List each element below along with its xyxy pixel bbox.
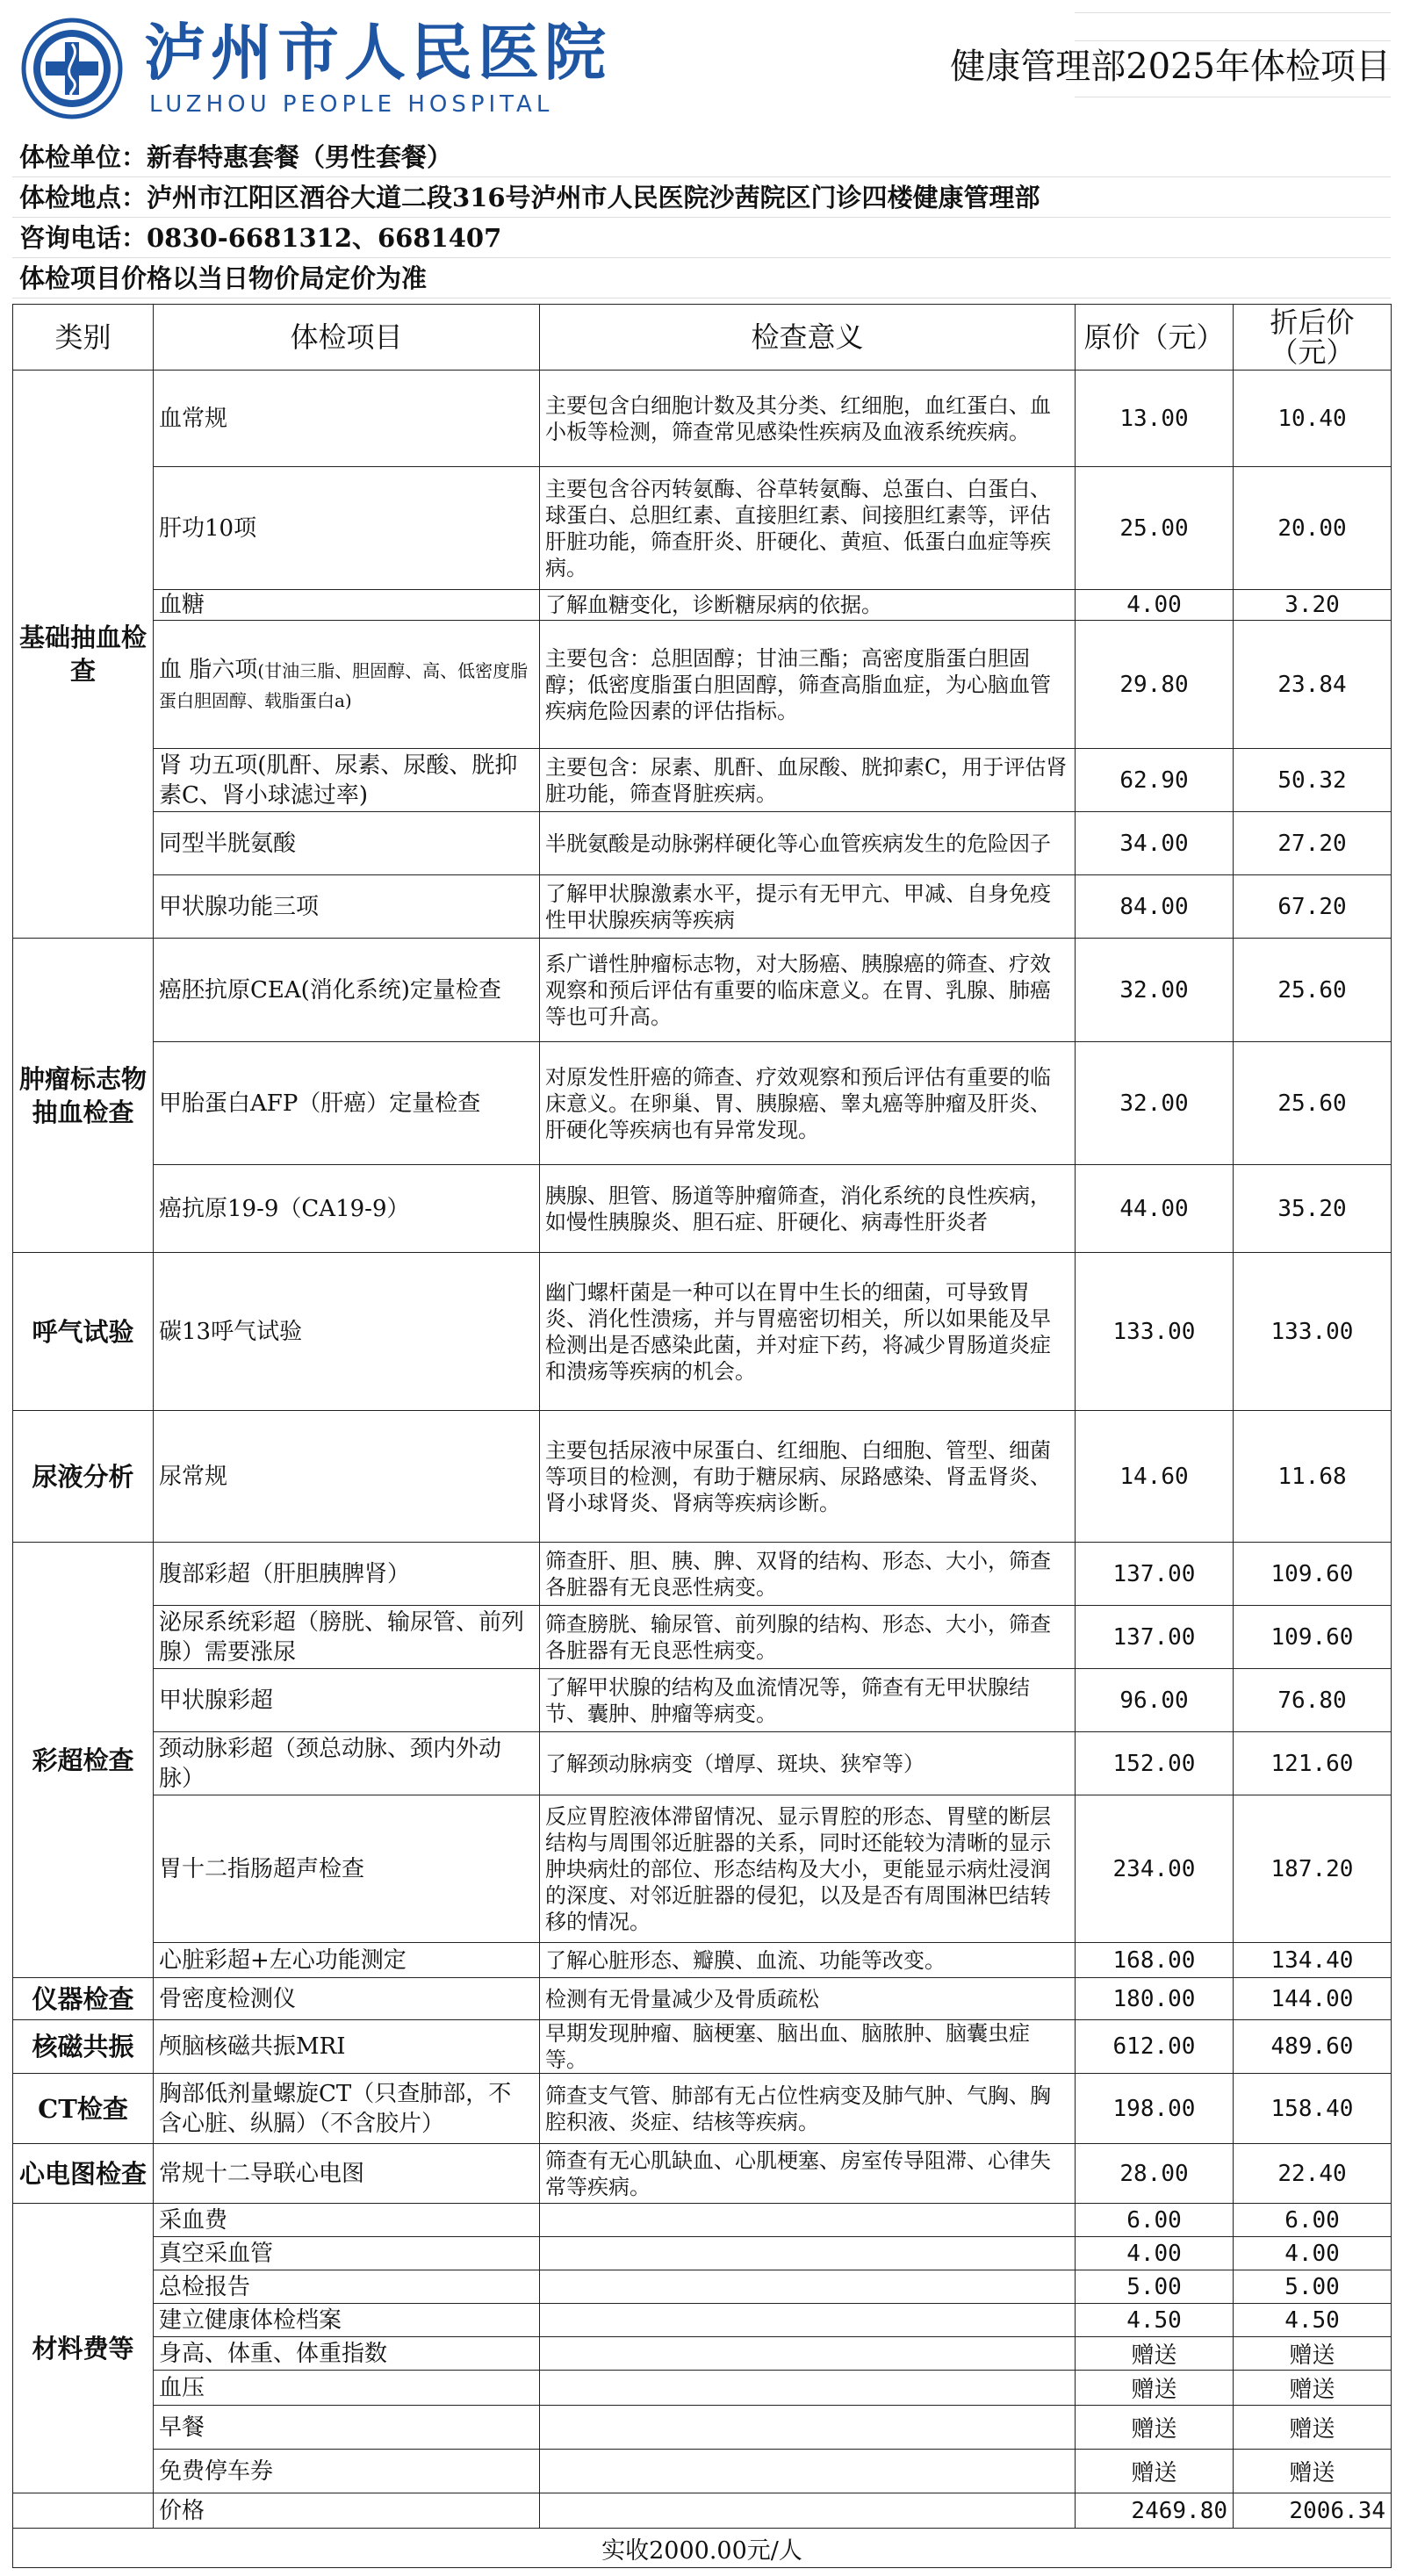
table-row (13, 2144, 1392, 2204)
item-discount-price: 67.20 (1234, 875, 1392, 939)
table-row (13, 2020, 1392, 2074)
item-discount-price: 50.32 (1234, 749, 1392, 812)
item-name (154, 1669, 540, 1732)
item-name (154, 590, 540, 621)
table-row (13, 1543, 1392, 1606)
total-price: 2469.80 (1076, 2493, 1234, 2529)
item-discount-price: 144.00 (1234, 1978, 1392, 2020)
contact-phone: 咨询电话：0830-6681312、6681407 (12, 218, 1391, 258)
table-row (13, 749, 1392, 812)
item-meaning: 主要包含白细胞计数及其分类、红细胞，血红蛋白、血小板等检测，筛查常见感染性疾病及血液系统疾病。 (540, 371, 1076, 467)
item-price: 32.00 (1076, 1042, 1234, 1165)
item-name (154, 2237, 540, 2270)
item-name (154, 2450, 540, 2493)
item-price: 62.90 (1076, 749, 1234, 812)
item-name-text: 肾 功五项(肌酐、尿素、尿酸、胱抑素C、肾小球滤过率) (159, 752, 518, 809)
category-materials: 材料费等 (13, 2204, 154, 2493)
item-discount-price: 25.60 (1234, 939, 1392, 1042)
item-price: 234.00 (1076, 1795, 1234, 1943)
table-row (13, 1669, 1392, 1732)
item-name-text: 常规十二导联心电图 (159, 2160, 365, 2187)
item-name (154, 1042, 540, 1165)
item-price: 6.00 (1076, 2204, 1234, 2237)
item-meaning: 对原发性肝癌的筛查、疗效观察和预后评估有重要的临床意义。在卵巢、胃、胰腺癌、睾丸癌等肿瘤及肝炎、肝硬化等疾病也有异常发现。 (540, 1042, 1076, 1165)
category-ecg: 心电图检查 (13, 2144, 154, 2204)
table-row (13, 2450, 1392, 2493)
item-discount-price: 35.20 (1234, 1165, 1392, 1253)
item-name (154, 1253, 540, 1411)
item-price: 赠送 (1076, 2337, 1234, 2371)
item-name (154, 812, 540, 875)
item-price: 32.00 (1076, 939, 1234, 1042)
header-item: 体检项目 (154, 305, 540, 371)
item-meaning: 反应胃腔液体滞留情况、显示胃腔的形态、胃壁的断层结构与周围邻近脏器的关系，同时还能较为清晰的显示肿块病灶的部位、形态结构及大小，更能显示病灶浸润的深度、对邻近脏器的侵犯，以及是否有周围淋巴结转移的情况。 (540, 1795, 1076, 1943)
item-price: 赠送 (1076, 2450, 1234, 2493)
item-name-text: 胸部低剂量螺旋CT（只查肺部，不含心脏、纵膈）（不含胶片） (159, 2080, 512, 2137)
item-meaning (540, 2270, 1076, 2304)
table-row (13, 1978, 1392, 2020)
item-name (154, 1606, 540, 1669)
item-discount-price: 489.60 (1234, 2020, 1392, 2074)
item-discount-price: 25.60 (1234, 1042, 1392, 1165)
table-row (13, 2204, 1392, 2237)
item-meaning: 系广谱性肿瘤标志物，对大肠癌、胰腺癌的筛查、疗效观察和预后评估有重要的临床意义。在胃、乳腺、肺癌等也可升高。 (540, 939, 1076, 1042)
item-name (154, 1943, 540, 1978)
item-meaning: 主要包含：尿素、肌酐、血尿酸、胱抑素C，用于评估肾脏功能，筛查肾脏疾病。 (540, 749, 1076, 812)
item-name-text: 建立健康体检档案 (159, 2306, 342, 2334)
item-name-text: 血压 (159, 2374, 205, 2401)
item-meaning: 筛查支气管、肺部有无占位性病变及肺气肿、气胸、胸腔积液、炎症、结核等疾病。 (540, 2074, 1076, 2144)
item-name-text: 血常规 (159, 405, 228, 432)
table-row (13, 1411, 1392, 1543)
hospital-name-cn: 泸州市人民医院 (144, 17, 611, 89)
item-meaning: 半胱氨酸是动脉粥样硬化等心血管疾病发生的危险因子 (540, 812, 1076, 875)
item-name (154, 467, 540, 590)
item-discount-price: 134.40 (1234, 1943, 1392, 1978)
item-meaning: 筛查膀胱、输尿管、前列腺的结构、形态、大小，筛查各脏器有无良恶性病变。 (540, 1606, 1076, 1669)
item-name-text: 肝功10项 (159, 514, 257, 542)
item-price: 13.00 (1076, 371, 1234, 467)
item-meaning: 筛查肝、胆、胰、脾、双肾的结构、形态、大小，筛查各脏器有无良恶性病变。 (540, 1543, 1076, 1606)
table-row (13, 1943, 1392, 1978)
table-header-row (13, 305, 1392, 371)
item-meaning: 幽门螺杆菌是一种可以在胃中生长的细菌，可导致胃炎、消化性溃疡，并与胃癌密切相关，所以如果能及早检测出是否感染此菌，并对症下药，将减少胃肠道炎症和溃疡等疾病的机会。 (540, 1253, 1076, 1411)
item-price: 29.80 (1076, 621, 1234, 749)
item-name-text: 总检报告 (159, 2273, 251, 2300)
item-name (154, 1795, 540, 1943)
item-name-text: 颅脑核磁共振MRI (159, 2033, 346, 2060)
item-price: 152.00 (1076, 1732, 1234, 1795)
total-row (13, 2493, 1392, 2529)
hospital-name-en: LUZHOU PEOPLE HOSPITAL (149, 91, 554, 118)
item-name-text: 泌尿系统彩超（膀胱、输尿管、前列腺）需要涨尿 (159, 1608, 525, 1666)
item-name-text: 骨密度检测仪 (159, 1985, 297, 2012)
item-price: 137.00 (1076, 1543, 1234, 1606)
item-name-text: 血 脂六项 (159, 656, 258, 683)
table-body (13, 371, 1392, 2493)
table-row (13, 1795, 1392, 1943)
item-price: 84.00 (1076, 875, 1234, 939)
item-meaning (540, 2337, 1076, 2371)
item-name (154, 2270, 540, 2304)
item-name-text: 甲状腺彩超 (159, 1687, 274, 1714)
item-discount-price: 121.60 (1234, 1732, 1392, 1795)
header-meaning: 检查意义 (540, 305, 1076, 371)
item-price: 133.00 (1076, 1253, 1234, 1411)
category-urine: 尿液分析 (13, 1411, 154, 1543)
item-price: 赠送 (1076, 2371, 1234, 2406)
table-row (13, 1732, 1392, 1795)
item-meaning (540, 2450, 1076, 2493)
item-name-text: 心脏彩超+左心功能测定 (159, 1946, 407, 1974)
table-row (13, 2074, 1392, 2144)
item-name-text: 尿常规 (159, 1463, 228, 1490)
item-name (154, 939, 540, 1042)
item-price: 5.00 (1076, 2270, 1234, 2304)
category-tumor-markers: 肿瘤标志物抽血检查 (13, 939, 154, 1253)
item-discount-price: 3.20 (1234, 590, 1392, 621)
item-price: 赠送 (1076, 2406, 1234, 2450)
item-name (154, 2304, 540, 2337)
item-meaning: 了解甲状腺的结构及血流情况等，筛查有无甲状腺结节、囊肿、肿瘤等病变。 (540, 1669, 1076, 1732)
total-discount: 2006.34 (1234, 2493, 1392, 2529)
item-name (154, 749, 540, 812)
item-discount-price: 109.60 (1234, 1606, 1392, 1669)
item-price: 137.00 (1076, 1606, 1234, 1669)
item-name-text: 胃十二指肠超声检查 (159, 1855, 365, 1882)
item-name-text: 甲胎蛋白AFP（肝癌）定量检查 (159, 1090, 481, 1117)
header-category: 类别 (13, 305, 154, 371)
item-name-text: 早餐 (159, 2414, 205, 2441)
item-discount-price: 22.40 (1234, 2144, 1392, 2204)
table-row (13, 2371, 1392, 2406)
item-price: 180.00 (1076, 1978, 1234, 2020)
table-row (13, 467, 1392, 590)
item-name-detail: (甘油三脂、胆固醇、高、低密度脂蛋白胆固醇、载脂蛋白a) (159, 659, 529, 711)
table-row (13, 590, 1392, 621)
exam-address: 体检地点：泸州市江阳区酒谷大道二段316号泸州市人民医院沙茜院区门诊四楼健康管理部 (12, 177, 1391, 218)
item-name (154, 621, 540, 749)
category-breath-test: 呼气试验 (13, 1253, 154, 1411)
item-name (154, 1978, 540, 2020)
item-discount-price: 158.40 (1234, 2074, 1392, 2144)
table-row (13, 1606, 1392, 1669)
item-discount-price: 赠送 (1234, 2337, 1392, 2371)
item-name-text: 免费停车券 (159, 2457, 274, 2485)
category-ultrasound: 彩超检查 (13, 1543, 154, 1978)
item-name (154, 371, 540, 467)
item-name-text: 真空采血管 (159, 2240, 274, 2267)
item-price: 4.00 (1076, 590, 1234, 621)
item-discount-price: 赠送 (1234, 2371, 1392, 2406)
table-row (13, 2337, 1392, 2371)
item-meaning: 了解颈动脉病变（增厚、斑块、狭窄等） (540, 1732, 1076, 1795)
item-meaning: 胰腺、胆管、肠道等肿瘤筛查，消化系统的良性疾病，如慢性胰腺炎、胆石症、肝硬化、病毒性肝炎者 (540, 1165, 1076, 1253)
item-discount-price: 76.80 (1234, 1669, 1392, 1732)
item-meaning: 主要包含：总胆固醇；甘油三酯；高密度脂蛋白胆固醇；低密度脂蛋白胆固醇，筛查高脂血症，为心脑血管疾病危险因素的评估指标。 (540, 621, 1076, 749)
item-discount-price: 10.40 (1234, 371, 1392, 467)
item-meaning: 了解血糖变化，诊断糖尿病的依据。 (540, 590, 1076, 621)
item-name-text: 癌胚抗原CEA(消化系统)定量检查 (159, 976, 501, 1004)
document-title: 健康管理部2025年体检项目 (950, 47, 1391, 87)
item-meaning: 主要包含谷丙转氨酶、谷草转氨酶、总蛋白、白蛋白、球蛋白、总胆红素、直接胆红素、间接胆红素等，评估肝脏功能，筛查肝炎、肝硬化、黄疸、低蛋白血症等疾病。 (540, 467, 1076, 590)
item-price: 96.00 (1076, 1669, 1234, 1732)
category-basic-blood: 基础抽血检查 (13, 371, 154, 939)
item-meaning (540, 2371, 1076, 2406)
item-name-text: 同型半胱氨酸 (159, 830, 297, 857)
item-price: 612.00 (1076, 2020, 1234, 2074)
item-meaning: 了解心脏形态、瓣膜、血流、功能等改变。 (540, 1943, 1076, 1978)
category-instrument: 仪器检查 (13, 1978, 154, 2020)
item-name-text: 碳13呼气试验 (159, 1318, 303, 1345)
item-name (154, 1732, 540, 1795)
item-discount-price: 187.20 (1234, 1795, 1392, 1943)
table-row (13, 621, 1392, 749)
item-discount-price: 23.84 (1234, 621, 1392, 749)
item-price: 14.60 (1076, 1411, 1234, 1543)
table-row (13, 812, 1392, 875)
item-price: 25.00 (1076, 467, 1234, 590)
price-note: 体检项目价格以当日物价局定价为准 (12, 258, 1391, 299)
item-discount-price: 4.00 (1234, 2237, 1392, 2270)
table-row (13, 2237, 1392, 2270)
total-label: 价格 (154, 2493, 540, 2529)
item-name (154, 2144, 540, 2204)
item-discount-price: 133.00 (1234, 1253, 1392, 1411)
hospital-logo (21, 18, 123, 119)
category-mri: 核磁共振 (13, 2020, 154, 2074)
item-name-text: 采血费 (159, 2206, 228, 2234)
item-meaning: 筛查有无心肌缺血、心肌梗塞、房室传导阻滞、心律失常等疾病。 (540, 2144, 1076, 2204)
item-name (154, 2371, 540, 2406)
item-discount-price: 赠送 (1234, 2406, 1392, 2450)
item-name (154, 2074, 540, 2144)
item-meaning: 早期发现肿瘤、脑梗塞、脑出血、脑脓肿、脑囊虫症等。 (540, 2020, 1076, 2074)
item-name (154, 1165, 540, 1253)
item-price: 198.00 (1076, 2074, 1234, 2144)
table-row (13, 1042, 1392, 1165)
exam-items-table (12, 304, 1392, 2568)
item-name-text: 颈动脉彩超（颈总动脉、颈内外动脉） (159, 1735, 502, 1792)
item-price: 44.00 (1076, 1165, 1234, 1253)
item-name (154, 2337, 540, 2371)
table-row (13, 1253, 1392, 1411)
exam-unit: 体检单位：新春特惠套餐（男性套餐） (12, 137, 1391, 177)
item-discount-price: 赠送 (1234, 2450, 1392, 2493)
item-price: 168.00 (1076, 1943, 1234, 1978)
item-name (154, 1543, 540, 1606)
item-meaning (540, 2237, 1076, 2270)
table-row (13, 2270, 1392, 2304)
header-price: 原价（元） (1076, 305, 1234, 371)
item-discount-price: 5.00 (1234, 2270, 1392, 2304)
item-price: 4.50 (1076, 2304, 1234, 2337)
item-meaning (540, 2406, 1076, 2450)
item-name-text: 血糖 (159, 592, 205, 618)
item-meaning (540, 2204, 1076, 2237)
item-discount-price: 6.00 (1234, 2204, 1392, 2237)
item-price: 4.00 (1076, 2237, 1234, 2270)
category-ct: CT检查 (13, 2074, 154, 2144)
item-name (154, 2020, 540, 2074)
table-row (13, 2406, 1392, 2450)
item-meaning: 主要包括尿液中尿蛋白、红细胞、白细胞、管型、细菌等项目的检测，有助于糖尿病、尿路感染、肾盂肾炎、肾小球肾炎、肾病等疾病诊断。 (540, 1411, 1076, 1543)
item-name (154, 1411, 540, 1543)
item-meaning (540, 2304, 1076, 2337)
final-row (13, 2529, 1392, 2568)
item-discount-price: 109.60 (1234, 1543, 1392, 1606)
item-discount-price: 11.68 (1234, 1411, 1392, 1543)
item-name-text: 癌抗原19-9（CA19-9） (159, 1195, 410, 1222)
table-row (13, 875, 1392, 939)
item-price: 34.00 (1076, 812, 1234, 875)
item-name-text: 身高、体重、体重指数 (159, 2340, 388, 2367)
table-row (13, 1165, 1392, 1253)
item-name (154, 2406, 540, 2450)
table-row (13, 371, 1392, 467)
final-amount: 实收2000.00元/人 (13, 2529, 1392, 2568)
header-discount: 折后价（元） (1234, 305, 1392, 371)
item-meaning: 检测有无骨量减少及骨质疏松 (540, 1978, 1076, 2020)
item-discount-price: 27.20 (1234, 812, 1392, 875)
item-name-text: 腹部彩超（肝胆胰脾肾） (159, 1560, 411, 1587)
table-row (13, 939, 1392, 1042)
item-discount-price: 4.50 (1234, 2304, 1392, 2337)
item-name-text: 甲状腺功能三项 (159, 893, 320, 920)
table-row (13, 2304, 1392, 2337)
item-name (154, 2204, 540, 2237)
item-discount-price: 20.00 (1234, 467, 1392, 590)
item-meaning: 了解甲状腺激素水平，提示有无甲亢、甲减、自身免疫性甲状腺疾病等疾病 (540, 875, 1076, 939)
item-price: 28.00 (1076, 2144, 1234, 2204)
item-name (154, 875, 540, 939)
